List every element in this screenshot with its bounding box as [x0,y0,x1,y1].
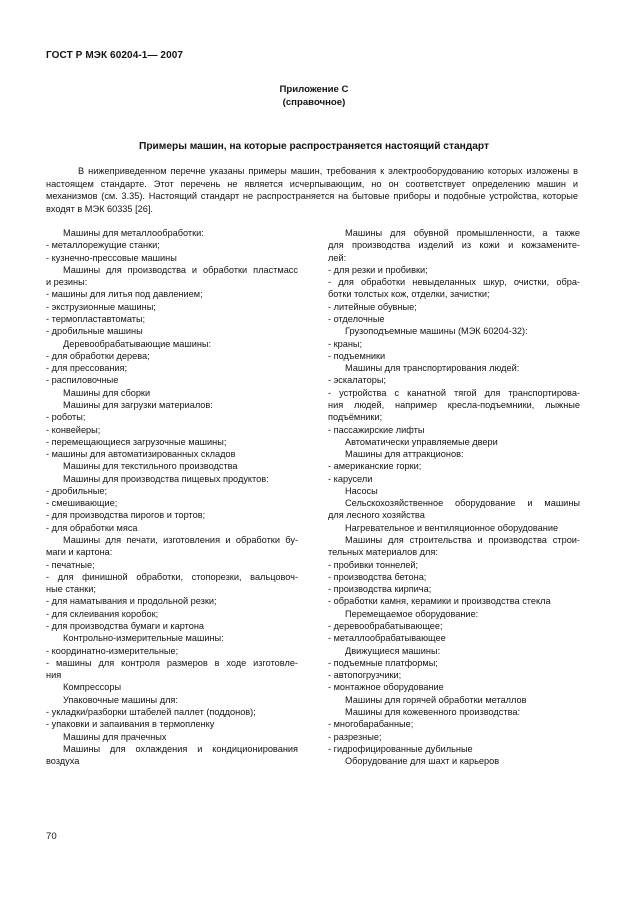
list-item: Машины для текстильного производства [63,461,238,472]
list-item: - краны; [328,338,363,349]
list-item: Машины для аттракционов: [345,449,464,460]
list-item: Машины для прачечных [63,731,167,742]
list-item: - устройства с канатной тягой для транспортирова- [328,387,580,398]
intro-text: В нижеприведенном перечне указаны примеры машин, требования к электрооборудованию которых изложены в настоящем стандарте. Этот перечень не является исчерпывающим, но он соответствует определению машин и механизмов (см. 3.35). Настоящий стандарт не распространяется на бытовые приборы и подобные устройства, которые входят в МЭК 60335 [26]. [46,166,578,214]
list-item: - экструзионные машины; [46,301,156,312]
list-item: для производства изделий из кожи и кожзамените- [328,240,580,251]
list-item: - разрезные; [328,731,382,742]
list-item: Деревообрабатывающие машины: [63,338,212,349]
list-item: Машины для горячей обработки металлов [345,694,527,705]
list-item: ния [46,670,62,681]
page-number: 70 [46,831,57,842]
list-item: тельных материалов для: [328,547,438,558]
list-item: Насосы [345,485,378,496]
list-item: - дробильные машины [46,326,143,337]
list-item: - для финишной обработки, стопорезки, вальцовоч- [46,571,298,582]
list-item: - укладки/разборки штабелей паллет (поддонов); [46,706,256,717]
list-item: - многобарабанные; [328,719,414,730]
list-item: - машины для литья под давлением; [46,289,203,300]
list-item: - деревообрабатывающее; [328,621,443,631]
section-title: Примеры машин, на которые распространяется настоящий стандарт [139,141,489,152]
list-item: - роботы; [46,412,86,423]
list-item: - машины для контроля размеров в ходе изготовле- [46,657,298,668]
list-item: - кузнечно-прессовые машины [46,252,177,263]
list-item: - перемещающиеся загрузочные машины; [46,436,227,447]
list-item: - для прессования; [46,363,128,374]
list-item: - подъемники [328,350,386,361]
appendix-title: Приложение С [279,84,349,95]
list-item: Машины для металлообработки: [63,228,204,238]
list-item: - для обработки дерева; [46,350,150,361]
list-item: Машины для производства и обработки пластмасс [63,264,298,275]
list-item: Машины для охлаждения и кондиционирования [63,743,298,754]
list-item: лей: [328,252,347,263]
list-item: - монтажное оборудование [328,682,444,693]
list-item: Машины для обувной промышленности, а также [345,228,580,238]
appendix-subtitle: (справочное) [282,97,346,108]
list-item: - пробивки тоннелей; [328,559,419,570]
list-item: - конвейеры; [46,424,101,435]
list-item: для лесного хозяйства [328,510,425,521]
list-item: - обработки камня, керамики и производства стекла [328,596,551,607]
list-item: - подъемные платформы; [328,657,438,668]
list-item: Машины для сборки [63,387,151,398]
list-item: - для производства бумаги и картона [46,621,205,631]
list-item: - для склеивания коробок; [46,608,159,619]
list-item: Машины для печати, изготовления и обработки бу- [63,535,298,546]
list-item: - эскалаторы; [328,375,386,386]
list-item: подъёмники; [328,412,383,423]
list-item: - дробильные; [46,485,108,496]
list-item: - машины для автоматизированных складов [46,449,236,460]
list-item: Нагревательное и вентиляционное оборудование [345,522,559,533]
list-item: - координатно-измерительные; [46,645,179,656]
list-item: - печатные; [46,559,95,570]
list-item: - для обработки невыделанных шкур, очистки, обра- [328,277,580,288]
list-item: Движущиеся машины: [345,645,441,656]
list-item: - для производства пирогов и тортов; [46,510,206,521]
list-item: - производства кирпича; [328,584,432,595]
list-item: Сельскохозяйственное оборудование и машины [345,498,580,509]
left-column [46,227,298,767]
list-item: - металлорежущие станки; [46,240,160,251]
list-item: - карусели [328,473,373,484]
list-item: ные станки; [46,584,96,595]
list-item: Компрессоры [63,682,122,693]
list-item: Грузоподъемные машины (МЭК 60204-32): [345,326,528,337]
list-item: Машины для кожевенного производства: [345,706,521,717]
list-item: Машины для загрузки материалов: [63,399,213,410]
right-column [328,227,580,767]
list-item: - производства бетона; [328,571,427,582]
list-item: - пассажирские лифты [328,424,425,435]
document-header: ГОСТ Р МЭК 60204-1— 2007 [46,50,184,61]
list-item: - отделочные [328,313,385,324]
intro-paragraph [46,165,578,215]
list-item: - упаковки и запаивания в термопленку [46,719,215,730]
list-item: Перемещаемое оборудование: [345,608,479,619]
list-item: Упаковочные машины для: [63,694,178,705]
list-item: маги и картона: [46,547,113,558]
list-item: ботки толстых кож, отделки, зачистки; [328,289,490,300]
list-item: - распиловочные [46,375,119,386]
list-item: Машины для строительства и производства строи- [345,535,580,546]
list-item: Оборудование для шахт и карьеров [345,756,500,767]
list-item: - литейные обувные; [328,301,417,312]
list-item: ния людей, например кресла-подъемники, лыжные [328,399,580,410]
list-item: - смешивающие; [46,498,118,509]
list-item: - автопогрузчики; [328,670,402,681]
list-item: - металлообрабатывающее [328,633,446,644]
list-item: - гидрофицированные дубильные [328,743,473,754]
list-item: воздуха [46,756,80,767]
list-item: и резины: [46,277,88,288]
list-item: Автоматически управляемые двери [345,436,498,447]
list-item: - американские горки; [328,461,422,472]
list-item: Машины для производства пищевых продуктов: [63,473,269,484]
list-item: Контрольно-измерительные машины: [63,633,224,644]
list-item: - для наматывания и продольной резки; [46,596,217,607]
list-item: - для резки и пробивки; [328,264,428,275]
list-item: - термопластавтоматы; [46,313,146,324]
list-item: - для обработки мяса [46,522,138,533]
list-item: Машины для транспортирования людей: [345,363,520,374]
